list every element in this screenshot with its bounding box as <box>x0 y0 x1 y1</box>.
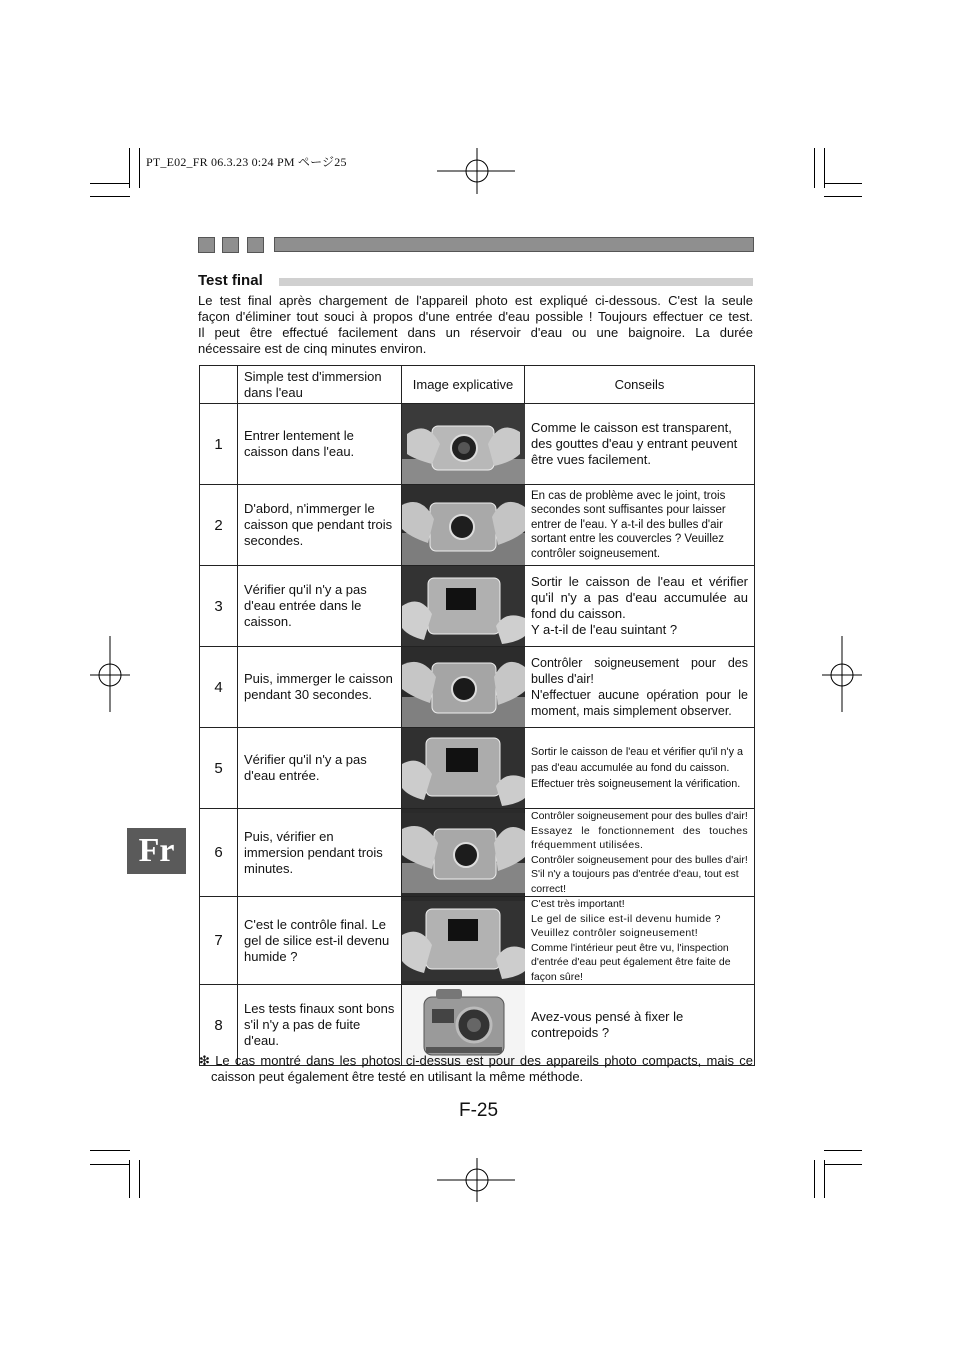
table-row <box>200 404 755 485</box>
table-row <box>200 809 755 897</box>
tip-text: Y a-t-il de l'eau suintant ? <box>531 622 678 637</box>
step-tips <box>525 566 755 647</box>
camera-housing-photo <box>402 728 525 808</box>
tip-text: Essayez le fonctionnement des touches fréquemment utilisées. <box>531 824 748 851</box>
step-description: Puis, immerger le caisson pendant 30 secondes. <box>238 647 402 728</box>
header-image: Image explicative <box>402 366 525 404</box>
step-number: 3 <box>200 566 238 647</box>
registration-mark-left <box>90 636 132 714</box>
footnote-line <box>199 1053 753 1069</box>
camera-housing-photo <box>402 566 525 646</box>
camera-housing-photo <box>402 404 525 484</box>
table-row <box>200 647 755 728</box>
step-photo <box>402 809 525 897</box>
step-number: 4 <box>200 647 238 728</box>
footnote-symbol: ❇ <box>199 1053 210 1068</box>
camera-housing-photo <box>402 485 525 565</box>
step-photo <box>402 728 525 809</box>
step-number: 6 <box>200 809 238 897</box>
table-header-row <box>200 366 755 404</box>
step-photo <box>402 647 525 728</box>
step-description: C'est le contrôle final. Le gel de silice est-il devenu humide ? <box>238 897 402 985</box>
camera-housing-photo <box>402 813 525 893</box>
intro-line: Le test final après chargement de l'appareil photo est expliqué ci-dessous. C'est la seule <box>198 293 753 308</box>
step-tips <box>525 728 755 809</box>
camera-housing-photo <box>402 647 525 727</box>
tip-text: Avez-vous pensé à fixer le contrepoids ? <box>531 1009 684 1040</box>
table-row <box>200 485 755 566</box>
camera-housing-photo <box>402 901 525 981</box>
step-tips <box>525 404 755 485</box>
step-photo <box>402 566 525 647</box>
step-tips <box>525 897 755 985</box>
tip-text: Contrôler soigneusement pour des bulles d'air! <box>531 656 748 686</box>
footnote-line: caisson peut également être testé en utilisant la même méthode. <box>211 1069 584 1084</box>
intro-paragraph <box>198 293 753 357</box>
step-photo <box>402 404 525 485</box>
header-step: Simple test d'immersion dans l'eau <box>238 366 402 404</box>
header-square-2 <box>222 237 239 253</box>
header-square-1 <box>198 237 215 253</box>
tip-text: N'effectuer aucune opération pour le moment, mais simplement observer. <box>531 688 748 718</box>
step-tips <box>525 647 755 728</box>
tip-text: S'il n'y a toujours pas d'entrée d'eau, tout est correct! <box>531 868 739 895</box>
tip-text: Le gel de silice est-il devenu humide ? Veuillez contrôler soigneusement! <box>531 912 721 939</box>
header-tips: Conseils <box>525 366 755 404</box>
header-bar <box>274 237 754 252</box>
step-description: Entrer lentement le caisson dans l'eau. <box>238 404 402 485</box>
step-number: 1 <box>200 404 238 485</box>
tip-text: C'est très important! <box>531 898 625 910</box>
page-number: F-25 <box>459 1100 499 1121</box>
table-row <box>200 897 755 985</box>
intro-line: Il peut être effectué facilement dans un réservoir d'eau ou une baignoire. La durée <box>198 325 753 340</box>
step-description: Les tests finaux sont bons s'il n'y a pas de fuite d'eau. <box>238 985 402 1066</box>
step-tips <box>525 809 755 897</box>
step-number: 5 <box>200 728 238 809</box>
table-row <box>200 566 755 647</box>
step-tips <box>525 485 755 566</box>
header-empty-cell <box>200 366 238 404</box>
step-description: Puis, vérifier en immersion pendant trois minutes. <box>238 809 402 897</box>
step-description: D'abord, n'immerger le caisson que pendant trois secondes. <box>238 485 402 566</box>
step-description: Vérifier qu'il n'y a pas d'eau entrée. <box>238 728 402 809</box>
table-row <box>200 728 755 809</box>
step-number: 8 <box>200 985 238 1066</box>
registration-mark-top <box>437 146 517 196</box>
tip-text: Comme l'intérieur peut être vu, l'inspection d'entrée d'eau peut également être faite de façon sûre! <box>531 941 731 983</box>
step-number: 7 <box>200 897 238 985</box>
registration-mark-bottom <box>437 1156 517 1206</box>
tip-text: Comme le caisson est transparent, des gouttes d'eau y entrant peuvent être vues facilement. <box>531 420 738 467</box>
intro-line: façon d'éliminer tout souci à propos d'une entrée d'eau possible ! Toujours effectuer ce test. <box>198 309 753 324</box>
tip-text: Contrôler soigneusement pour des bulles d'air! <box>531 853 748 866</box>
tip-text: Contrôler soigneusement pour des bulles d'air! <box>531 810 748 822</box>
footnote <box>199 1053 753 1085</box>
header-square-3 <box>247 237 264 253</box>
step-number: 2 <box>200 485 238 566</box>
tip-text: En cas de problème avec le joint, trois secondes sont suffisantes pour laisser entrer de l'eau. Y a-t-il des bulles d'air sortant entre les couvercles ? Veuillez contrôler soigneusement. <box>531 489 726 560</box>
step-photo <box>402 485 525 566</box>
immersion-test-table <box>199 365 755 1066</box>
tip-text: Sortir le caisson de l'eau et vérifier qu'il n'y a pas d'eau accumulée au fond du caisson. <box>531 574 748 621</box>
print-slug: PT_E02_FR 06.3.23 0:24 PM ページ25 <box>146 155 347 169</box>
registration-mark-right <box>822 636 864 714</box>
tip-text: Effectuer très soigneusement la vérification. <box>531 778 741 790</box>
intro-line: nécessaire est de cinq minutes environ. <box>198 341 427 356</box>
language-tab: Fr <box>127 828 186 874</box>
step-description: Vérifier qu'il n'y a pas d'eau entrée dans le caisson. <box>238 566 402 647</box>
footnote-text: Le cas montré dans les photos ci-dessus est pour des appareils photo compacts, mais ce <box>215 1053 753 1068</box>
step-photo <box>402 897 525 985</box>
tip-text: Sortir le caisson de l'eau et vérifier qu'il n'y a pas d'eau accumulée au fond du caisson. <box>531 746 744 774</box>
section-title-rule <box>279 278 753 286</box>
section-title: Test final <box>198 272 263 289</box>
